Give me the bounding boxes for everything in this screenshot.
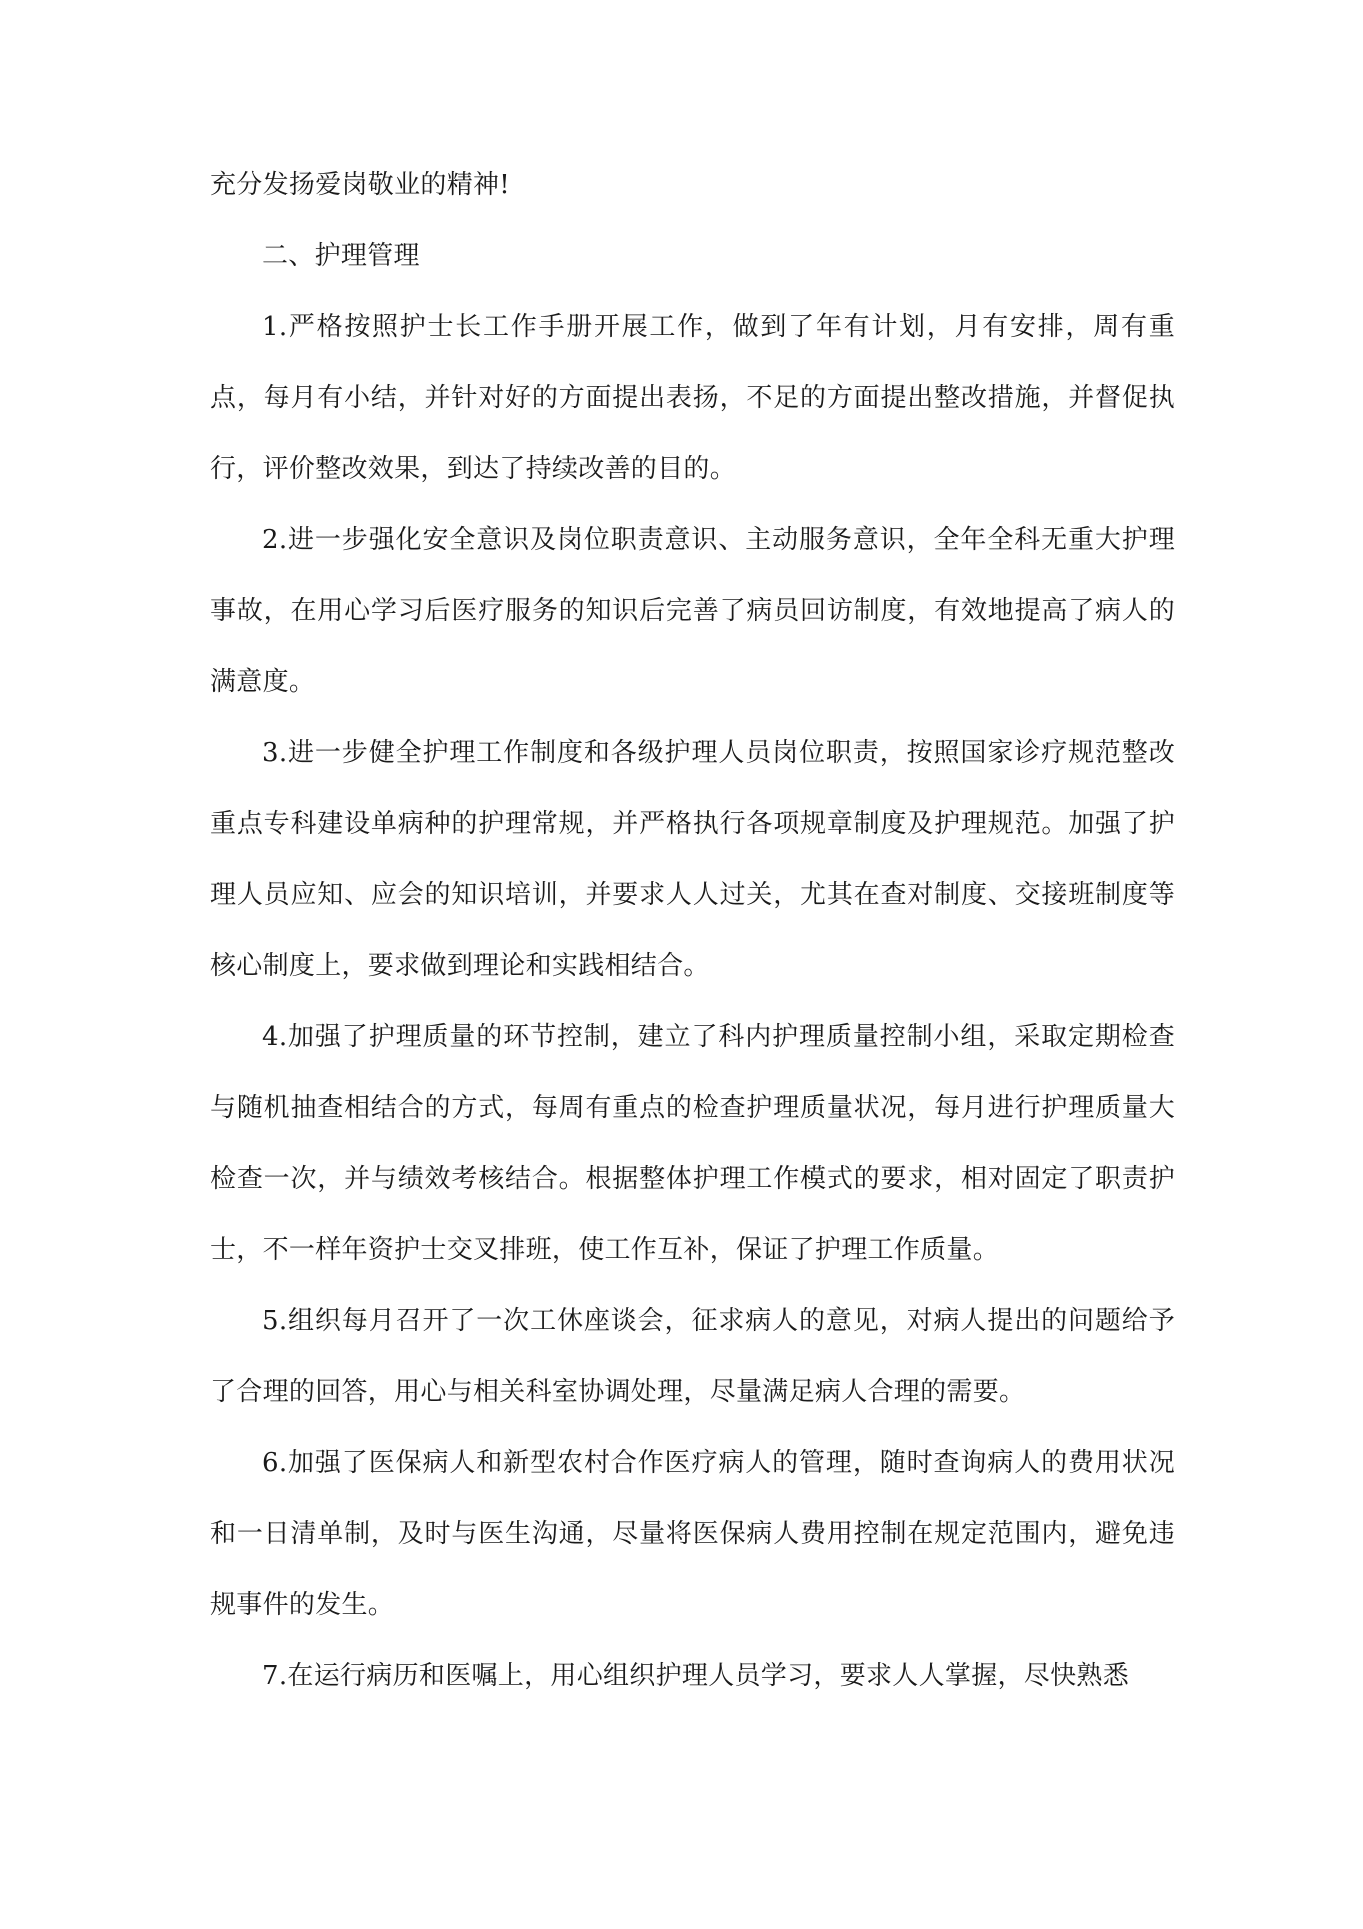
paragraph-item-2: 2.进一步强化安全意识及岗位职责意识、主动服务意识，全年全科无重大护理事故，在用心学习后医疗服务的知识后完善了病员回访制度，有效地提高了病人的满意度。 [210,525,1175,697]
paragraph-item-4: 4.加强了护理质量的环节控制，建立了科内护理质量控制小组，采取定期检查与随机抽查相结合的方式，每周有重点的检查护理质量状况，每月进行护理质量大检查一次，并与绩效考核结合。根据整体护理工作模式的要求，相对固定了职责护士，不一样年资护士交叉排班，使工作互补，保证了护理工作质量。 [210,1022,1175,1265]
paragraph-item-6: 6.加强了医保病人和新型农村合作医疗病人的管理，随时查询病人的费用状况和一日清单制，及时与医生沟通，尽量将医保病人费用控制在规定范围内，避免违规事件的发生。 [210,1448,1175,1620]
section-heading: 二、护理管理 [262,241,420,271]
document-body [210,150,1175,1712]
paragraph-item-3: 3.进一步健全护理工作制度和各级护理人员岗位职责，按照国家诊疗规范整改重点专科建设单病种的护理常规，并严格执行各项规章制度及护理规范。加强了护理人员应知、应会的知识培训，并要求人人过关，尤其在查对制度、交接班制度等核心制度上，要求做到理论和实践相结合。 [210,738,1175,981]
paragraph-continuation: 充分发扬爱岗敬业的精神! [210,170,511,200]
paragraph-item-5: 5.组织每月召开了一次工休座谈会，征求病人的意见，对病人提出的问题给予了合理的回答，用心与相关科室协调处理，尽量满足病人合理的需要。 [210,1306,1175,1407]
paragraph-item-1: 1.严格按照护士长工作手册开展工作，做到了年有计划，月有安排，周有重点，每月有小结，并针对好的方面提出表扬，不足的方面提出整改措施，并督促执行，评价整改效果，到达了持续改善的目的。 [210,312,1175,484]
paragraph-item-7: 7.在运行病历和医嘱上，用心组织护理人员学习，要求人人掌握，尽快熟悉 [262,1661,1130,1691]
